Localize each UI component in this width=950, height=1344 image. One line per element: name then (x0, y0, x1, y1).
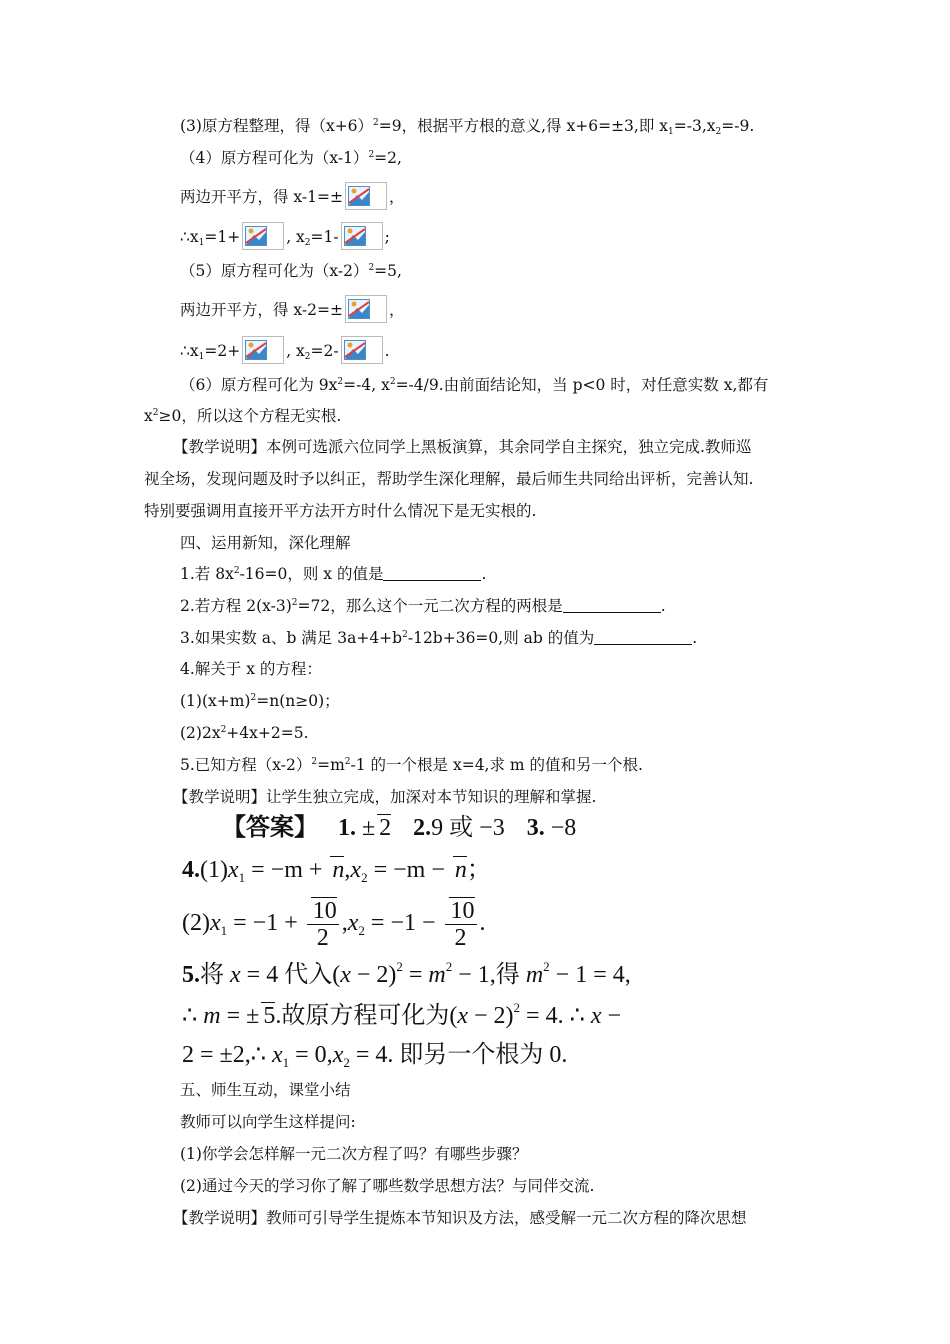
summary-question-2: (2)通过今天的学习你了解了哪些数学思想方法？与同伴交流. (180, 1177, 595, 1195)
question-5: 5.已知方程$(x-2)^2=m^2-1$ 的一个根是 x=4,求 m 的值和另一个根. (180, 756, 643, 774)
section-4-title: 四、运用新知，深化理解 (180, 534, 351, 552)
teaching-note-3: 【教学说明】教师可引导学生提炼本节知识及方法，感受解一元二次方程的降次思想 (173, 1209, 747, 1227)
question-2: 2.若方程 $2(x-3)^2=72$，那么这个一元二次方程的两根是 . (180, 597, 666, 615)
answer-line-4-part2: $(2)x_1 = -1$ + $\frac{10}{2}$ $,x_2 = -1$ − $\frac{10}{2}$ . (182, 898, 486, 951)
fraction: $\frac{10}{2}$ (445, 898, 477, 951)
answer-line-5-part1: 5.将 x = 4 代入$(x - 2)^2 = m^2 - 1$,得 $m^2 - 1 = 4$, (182, 959, 631, 988)
solution-4-line3: $\therefore x_1=1+$ , $x_2=1-$ ; (180, 222, 390, 250)
broken-image-icon (242, 336, 284, 364)
answer-line-4-part1: $4.(1)x_1 = -m + n,x_2 = -m - n$； (182, 857, 491, 885)
solution-5-line1: （5）原方程可化为$(x-2)^2=5$, (180, 262, 402, 280)
solution-4-line2: 两边开平方，得 x-1=± ， (180, 182, 405, 210)
summary-question-1: (1)你学会怎样解一元二次方程了吗？有哪些步骤？ (180, 1145, 528, 1163)
question-3: 3.如果实数 a、b 满足 $3a+4+b^2-12b+36=0$,则 ab 的值为 . (180, 629, 698, 647)
answer-line-5-part2: ∴ m = ± 5.故原方程可化为$(x - 2)^2 = 4$. ∴ x − (182, 1000, 622, 1029)
broken-image-icon (341, 336, 383, 364)
teaching-note-1-line2: 视全场，发现问题及时予以纠正，帮助学生深化理解，最后师生共同给出评析，完善认知. (144, 470, 754, 488)
question-4-part-1: $(1)(x+m)^2=n(n\ge 0)$； (180, 692, 340, 710)
solution-6-line2: $x^2\ge 0$，所以这个方程无实根. (144, 407, 342, 425)
summary-intro: 教师可以向学生这样提问: (180, 1113, 356, 1131)
solution-6-line1: （6）原方程可化为 $9x^2=-4$, $x^2=-4/9$.由前面结论知，当 p<0 时，对任意实数 x,都有 (180, 376, 769, 394)
question-4-title: 4.解关于 x 的方程： (180, 660, 322, 678)
broken-image-icon (242, 222, 284, 250)
question-4-part-2: $(2)2x^2+4x+2=5$. (180, 724, 309, 742)
broken-image-icon (341, 222, 383, 250)
teaching-note-1-line1: 【教学说明】本例可选派六位同学上黑板演算，其余同学自主探究，独立完成.教师巡 (173, 438, 752, 456)
answer-blank[interactable] (383, 564, 481, 581)
solution-5-line2: 两边开平方，得 x-2=± ， (180, 295, 405, 323)
solution-4-line1: （4）原方程可化为$(x-1)^2=2$, (180, 149, 402, 167)
teaching-note-2: 【教学说明】让学生独立完成，加深对本节知识的理解和掌握. (173, 788, 597, 806)
section-5-title: 五、师生互动，课堂小结 (180, 1081, 351, 1099)
teaching-note-1-line3: 特别要强调用直接开平方法开方时什么情况下是无实根的. (144, 502, 537, 520)
question-1: 1.若 $8x^2-16=0$，则 x 的值是 . (180, 565, 487, 583)
answer-blank[interactable] (594, 628, 692, 645)
broken-image-icon (345, 295, 387, 323)
broken-image-icon (345, 182, 387, 210)
answer-line-1: 【答案】 1. ± 2 2.9 或 −3 3. −8 (222, 815, 577, 841)
solution-3: (3)原方程整理，得$(x+6)^2=9$，根据平方根的意义,得 x+6=±3,即 $x_1=-3,x_2=-9$. (180, 117, 755, 137)
answer-line-5-part3: 2 = ±2,∴ $x_1 = 0,x_2 = 4$. 即另一个根为 0. (182, 1042, 568, 1070)
solution-5-line3: $\therefore x_1=2+$ , $x_2=2-$ . (180, 336, 390, 364)
answer-blank[interactable] (563, 596, 661, 613)
fraction: $\frac{10}{2}$ (307, 898, 339, 951)
